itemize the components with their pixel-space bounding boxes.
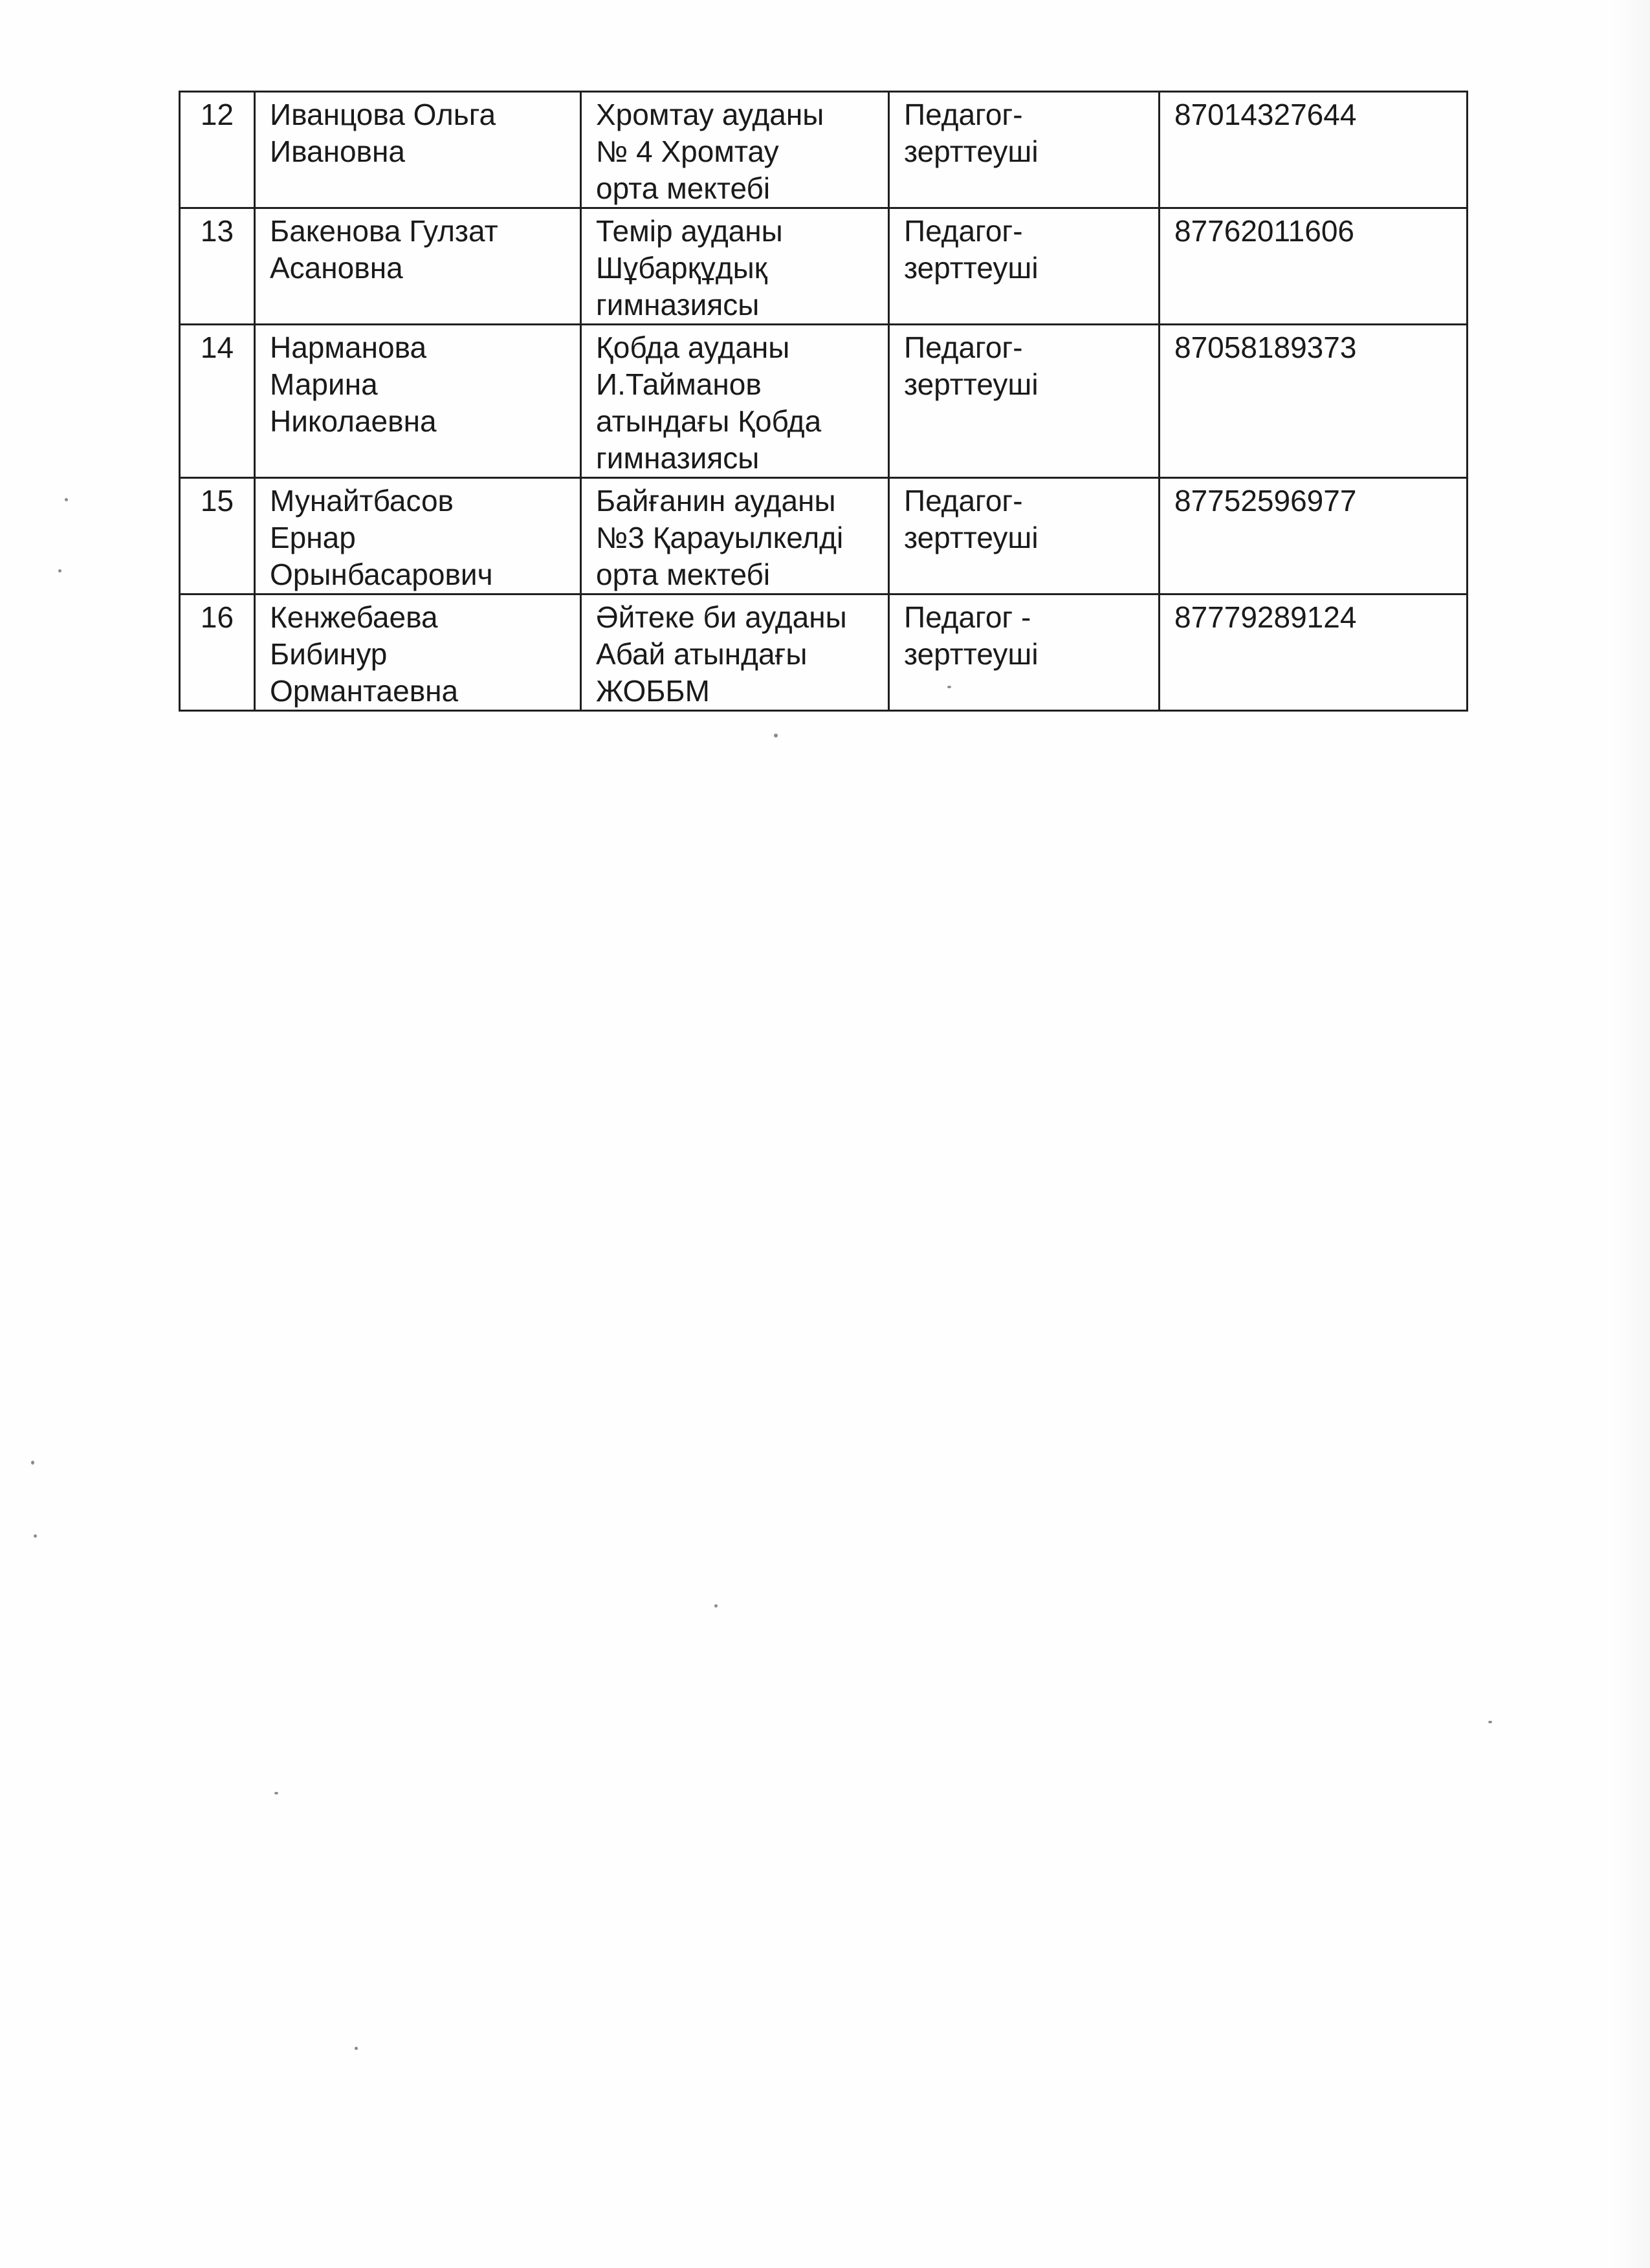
school-cell: Темір ауданы Шұбарқұдық гимназиясы [581, 208, 889, 325]
full-name-cell: Кенжебаева Бибинур Ормантаевна [255, 594, 581, 711]
scan-speck [947, 686, 951, 688]
table-row [180, 208, 1468, 325]
table-row [180, 594, 1468, 711]
scan-edge-shadow [1611, 0, 1650, 2268]
scan-speck [355, 2047, 358, 2050]
row-number: 13 [180, 208, 255, 325]
school-cell: Хромтау ауданы № 4 Хромтау орта мектебі [581, 92, 889, 208]
scan-speck [774, 734, 778, 737]
position-cell: Педагог- зерттеуші [889, 92, 1160, 208]
table-row [180, 325, 1468, 478]
position-cell: Педагог- зерттеуші [889, 208, 1160, 325]
full-name-cell: Мунайтбасов Ернар Орынбасарович [255, 478, 581, 594]
full-name-cell: Иванцова Ольга Ивановна [255, 92, 581, 208]
school-cell: Байғанин ауданы №3 Қарауылкелді орта мектебі [581, 478, 889, 594]
position-cell: Педагог- зерттеуші [889, 478, 1160, 594]
scan-speck [274, 1792, 278, 1794]
row-number: 16 [180, 594, 255, 711]
staff-table [179, 91, 1468, 712]
scan-speck [34, 1534, 37, 1538]
scan-speck [714, 1604, 718, 1608]
full-name-cell: Бакенова Гулзат Асановна [255, 208, 581, 325]
phone-cell: 87752596977 [1160, 478, 1468, 594]
scan-speck [65, 498, 68, 501]
scan-speck [1488, 1721, 1492, 1723]
phone-cell: 87058189373 [1160, 325, 1468, 478]
table-row [180, 478, 1468, 594]
row-number: 12 [180, 92, 255, 208]
school-cell: Қобда ауданы И.Тайманов атындағы Қобда гимназиясы [581, 325, 889, 478]
table-row [180, 92, 1468, 208]
scan-speck [31, 1461, 34, 1465]
phone-cell: 87779289124 [1160, 594, 1468, 711]
school-cell: Әйтеке би ауданы Абай атындағы ЖОББМ [581, 594, 889, 711]
full-name-cell: Нарманова Марина Николаевна [255, 325, 581, 478]
position-cell: Педагог - зерттеуші [889, 594, 1160, 711]
row-number: 15 [180, 478, 255, 594]
row-number: 14 [180, 325, 255, 478]
scan-speck [58, 569, 61, 572]
phone-cell: 87762011606 [1160, 208, 1468, 325]
position-cell: Педагог- зерттеуші [889, 325, 1160, 478]
phone-cell: 87014327644 [1160, 92, 1468, 208]
